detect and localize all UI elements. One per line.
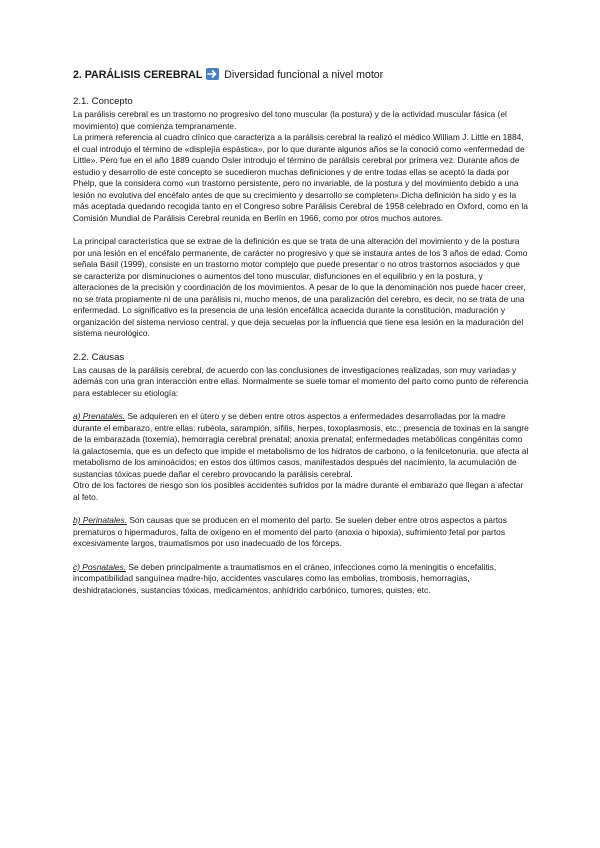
title-main: 2. PARÁLISIS CEREBRAL	[73, 69, 203, 81]
prenatales-text: Se adquieren en el útero y se deben entre otros aspectos a enfermedades desarrolladas por la madre durante el embarazo, entre ellas: rubéola, sarampión, sífilis, herpes, toxoplasmosis, etc.; presencia de toxinas en la sangre de la embarazada (toxemia), hemorragia cerebral prenatal; anoxia prenatal; enfermedades metabólicas congénitas como la galactosemia, que es un defecto que impide el metabolismo de los hidratos de carbono, o la fenilcetonuria, que afecta al metabolismo de los aminoácidos; en estos dos últimos casos, manifestados después del nacimiento, la acumulación de sustancias tóxicas puede dañar el cerebro provocando la parálisis cerebral.	[73, 411, 529, 479]
posnatales-text: Se deben principalmente a traumatismos en el cráneo, infecciones como la meningitis o encefalitis, incompatibilidad sanguínea madre-hijo, accidentes vasculares como las embolias, trombosis, hemorragias, deshidrataciones, sustancias tóxicas, medicamentos, anhídrido carbónico, tumores, quistes, etc.	[73, 561, 497, 595]
concepto-paragraph-1: La parálisis cerebral es un trastorno no progresivo del tono muscular (la postura) y de la actividad muscular fásica (el movimiento) que comienza tempranamente.	[73, 109, 507, 131]
perinatales-label: b) Perinatales.	[73, 515, 127, 525]
prenatales-label: a) Prenatales.	[73, 411, 126, 421]
heading-concepto: 2.1. Concepto	[73, 96, 133, 107]
heading-causas: 2.2. Causas	[73, 351, 125, 363]
posnatales-label: c) Posnatales.	[73, 561, 127, 572]
section-title	[73, 68, 529, 82]
concepto-paragraph-2: La primera referencia al cuadro clínico que caracteriza a la parálisis cerebral la realizó el médico William J. Little en 1884, el cual introdujo el término de «displejía espástica», por lo que durante algunos años se la conoció como «enfermedad de Little». Pero fue en el año 1889 cuando Osler introdujo el término de parálisis cerebral por primera vez. Durante años de estudio y desarrollo de este concepto se sucedieron muchas definiciones y de entre todas ellas se aceptó la dada por Phelp, que la considera como «un trastorno persistente, pero no invariable, de la postura y del movimiento debido a una lesión no evolutiva del encéfalo antes de que su crecimiento y desarrollo se completen».Dicha definición ha sido y es la más aceptada quedando recogida tanto en el Congreso sobre Parálisis Cerebral de 1958 celebrado en Oxford, como en la Comisión Mundial de Parálisis Cerebral reunida en Berlín en 1966, como por otros muchos autores.	[73, 132, 528, 223]
causas-intro: Las causas de la parálisis cerebral, de acuerdo con las conclusiones de investigaciones realizadas, son muy variadas y además con una gran interacción entre ellas. Normalmente se suele tomar el momento del parto como punto de referencia para establecer su etiología:	[73, 364, 529, 398]
prenatales-extra: Otro de los factores de riesgo son los posibles accidentes sufridos por la madre durante el embarazo que llegan a afectar al feto.	[73, 480, 524, 502]
right-arrow-box-icon	[206, 68, 219, 80]
causas-prenatales	[73, 411, 529, 480]
perinatales-text: Son causas que se producen en el momento del parto. Se suelen deber entre otros aspectos a partos prematuros o hipermaduros, falta de oxígeno en el momento del parto (anoxia o hipoxia), sufrimiento fetal por partos excesivamente largos, traumatismos por uso inadecuado de los fórceps.	[73, 515, 507, 548]
causas-perinatales	[73, 515, 529, 550]
title-subtitle: Diversidad funcional a nivel motor	[224, 69, 384, 81]
causas-posnatales	[73, 562, 529, 597]
concepto-paragraph-3: La principal característica que se extrae de la definición es que se trata de una alteración del movimiento y de la postura por una lesión en el encéfalo permanente, de carácter no progresivo y que se instaura antes de los 3 años de edad. Como señala Basil (1999), consiste en un trastorno motor complejo que puede presentar o no otros trastornos asociados y que se caracteriza por disminuciones o aumentos del tono muscular, disfunciones en el equilibrio y en la postura, y alteraciones de la precisión y coordinación de los movimientos. A pesar de lo que la denominación nos puede hacer creer, no se trata propiamente ni de una parálisis ni, mucho menos, de una paralización del cerebro, es decir, no se trata de una enfermedad. Lo significativo es la presencia de una lesión encefálica acaecida durante la constitución, maduración y organización del sistema nervioso central, y que deja secuelas por la influencia que tiene esa lesión en la maduración del sistema neurológico.	[73, 236, 528, 338]
document-page	[73, 68, 529, 596]
